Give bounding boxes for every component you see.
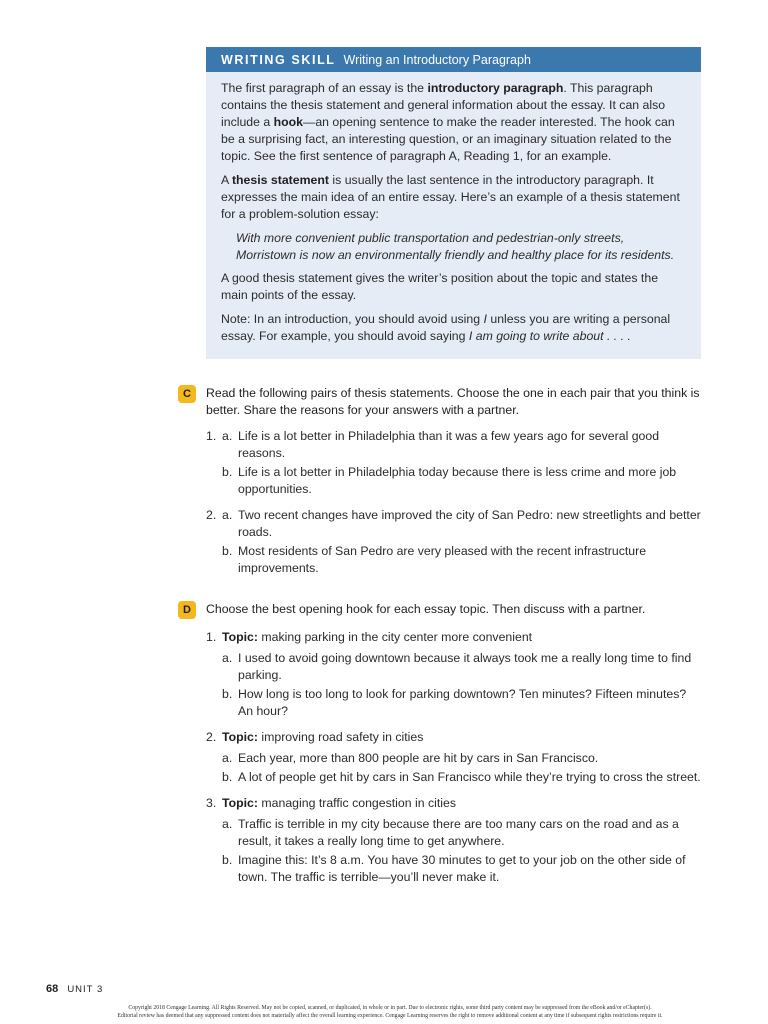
option-b: b. A lot of people get hit by cars in San Francisco while they’re trying to cross the street. [222,770,701,784]
option-a: a. Life is a lot better in Philadelphia than it was a few years ago for several good reasons. [222,429,660,460]
unit-label: UNIT 3 [67,984,104,995]
topic-line: Topic: managing traffic congestion in cities [222,796,456,810]
thesis-statement-definition: A thesis statement is usually the last sentence in the introductory paragraph. It expresses the main idea of an entire essay. Here’s an example of a thesis statement for a problem-solution essay: [221,173,680,221]
option-a: a. I used to avoid going downtown because it always took me a really long time to find parking. [222,651,692,682]
thesis-guidance: A good thesis statement gives the writer’s position about the topic and states the main points of the essay. [221,271,659,302]
thesis-example: With more convenient public transportation and pedestrian-only streets, Morristown is now an environmentally friendly and healthy place for its residents. [236,231,675,262]
writing-skill-header [206,47,701,72]
page-footer [46,983,103,995]
activity-c-item-2: 2. a. Two recent changes have improved the city of San Pedro: new streetlights and better roads. b. Most residents of San Pedro are very pleased with the recent infrastructure improvements. [178,507,703,577]
activity-c [178,385,703,579]
activity-c-item-1: 1. a. Life is a lot better in Philadelphia than it was a few years ago for several good reasons. b. Life is a lot better in Philadelphia today because there is less crime and more job opportunities. [178,428,703,498]
writing-skill-box [206,47,701,359]
activity-d [178,601,703,888]
option-b: b. Life is a lot better in Philadelphia today because there is less crime and more job opportunities. [222,465,677,496]
term-hook: hook [273,115,304,129]
activity-d-badge: D [178,601,196,619]
activity-d-item-1: 1. Topic: making parking in the city center more convenient a. I used to avoid going downtown because it always took me a really long time to find parking. b. How long is too long to look for parking downtown? Ten minutes? Fifteen minutes? An hour? [178,629,703,720]
activity-d-item-3: 3. Topic: managing traffic congestion in cities a. Traffic is terrible in my city because there are too many cars on the road and as a result, it takes a really long time to get anywhere. b. Imagine this: It’s 8 a.m. You have 30 minutes to get to your job on the other side of town. The traffic is terrible—you’ll never make it. [178,795,703,886]
intro-paragraph-definition: The first paragraph of an essay is the introductory paragraph. This paragraph contains the thesis statement and general information about the essay. It can also include a hook—an opening sentence to make the reader interested. The hook can be a surprising fact, an interesting question, or an imaginary situation related to the topic. See the first sentence of paragraph A, Reading 1, for an example. [221,81,675,163]
term-thesis-statement: thesis statement [231,173,329,187]
topic-line: Topic: improving road safety in cities [222,730,424,744]
activity-d-instruction: D Choose the best opening hook for each essay topic. Then discuss with a partner. [178,601,703,618]
writing-skill-body [206,72,701,345]
page-number: 68 [46,983,59,995]
option-b: b. Imagine this: It’s 8 a.m. You have 30 minutes to get to your job on the other side of town. The traffic is terrible—you’ll never make it. [222,853,686,884]
topic-line: Topic: making parking in the city center more convenient [222,630,533,644]
option-b: b. Most residents of San Pedro are very pleased with the recent infrastructure improvements. [222,544,647,575]
activity-d-item-2: 2. Topic: improving road safety in cities a. Each year, more than 800 people are hit by cars in San Francisco. b. A lot of people get hit by cars in San Francisco while they’re trying to cross the street. [178,729,703,786]
option-a: a. Each year, more than 800 people are hit by cars in San Francisco. [222,751,599,765]
writing-skill-label: WRITING SKILL [221,52,336,67]
writing-skill-title: Writing an Introductory Paragraph [343,52,531,67]
activity-c-badge: C [178,385,196,403]
activity-c-instruction: C Read the following pairs of thesis statements. Choose the one in each pair that you think is better. Share the reasons for your answers with a partner. [178,385,703,419]
option-a: a. Two recent changes have improved the city of San Pedro: new streetlights and better roads. [222,508,701,539]
term-introductory-paragraph: introductory paragraph [427,81,564,95]
option-a: a. Traffic is terrible in my city because there are too many cars on the road and as a result, it takes a really long time to get anywhere. [222,817,679,848]
copyright-notice: Copyright 2018 Cengage Learning. All Rights Reserved. May not be copied, scanned, or duplicated, in whole or in part. Due to electronic rights, some third party content may be suppressed from the eBook and/or eChapter(s). Editorial review has deemed that any suppressed content does not materially affect the overall learning experience. Cengage Learning reserves the right to remove additional content at any time if subsequent rights restrictions require it. [117,1005,663,1019]
option-b: b. How long is too long to look for parking downtown? Ten minutes? Fifteen minutes? An hour? [222,687,687,718]
note-paragraph: Note: In an introduction, you should avoid using I unless you are writing a personal essay. For example, you should avoid saying I am going to write about . . . . [221,312,671,343]
